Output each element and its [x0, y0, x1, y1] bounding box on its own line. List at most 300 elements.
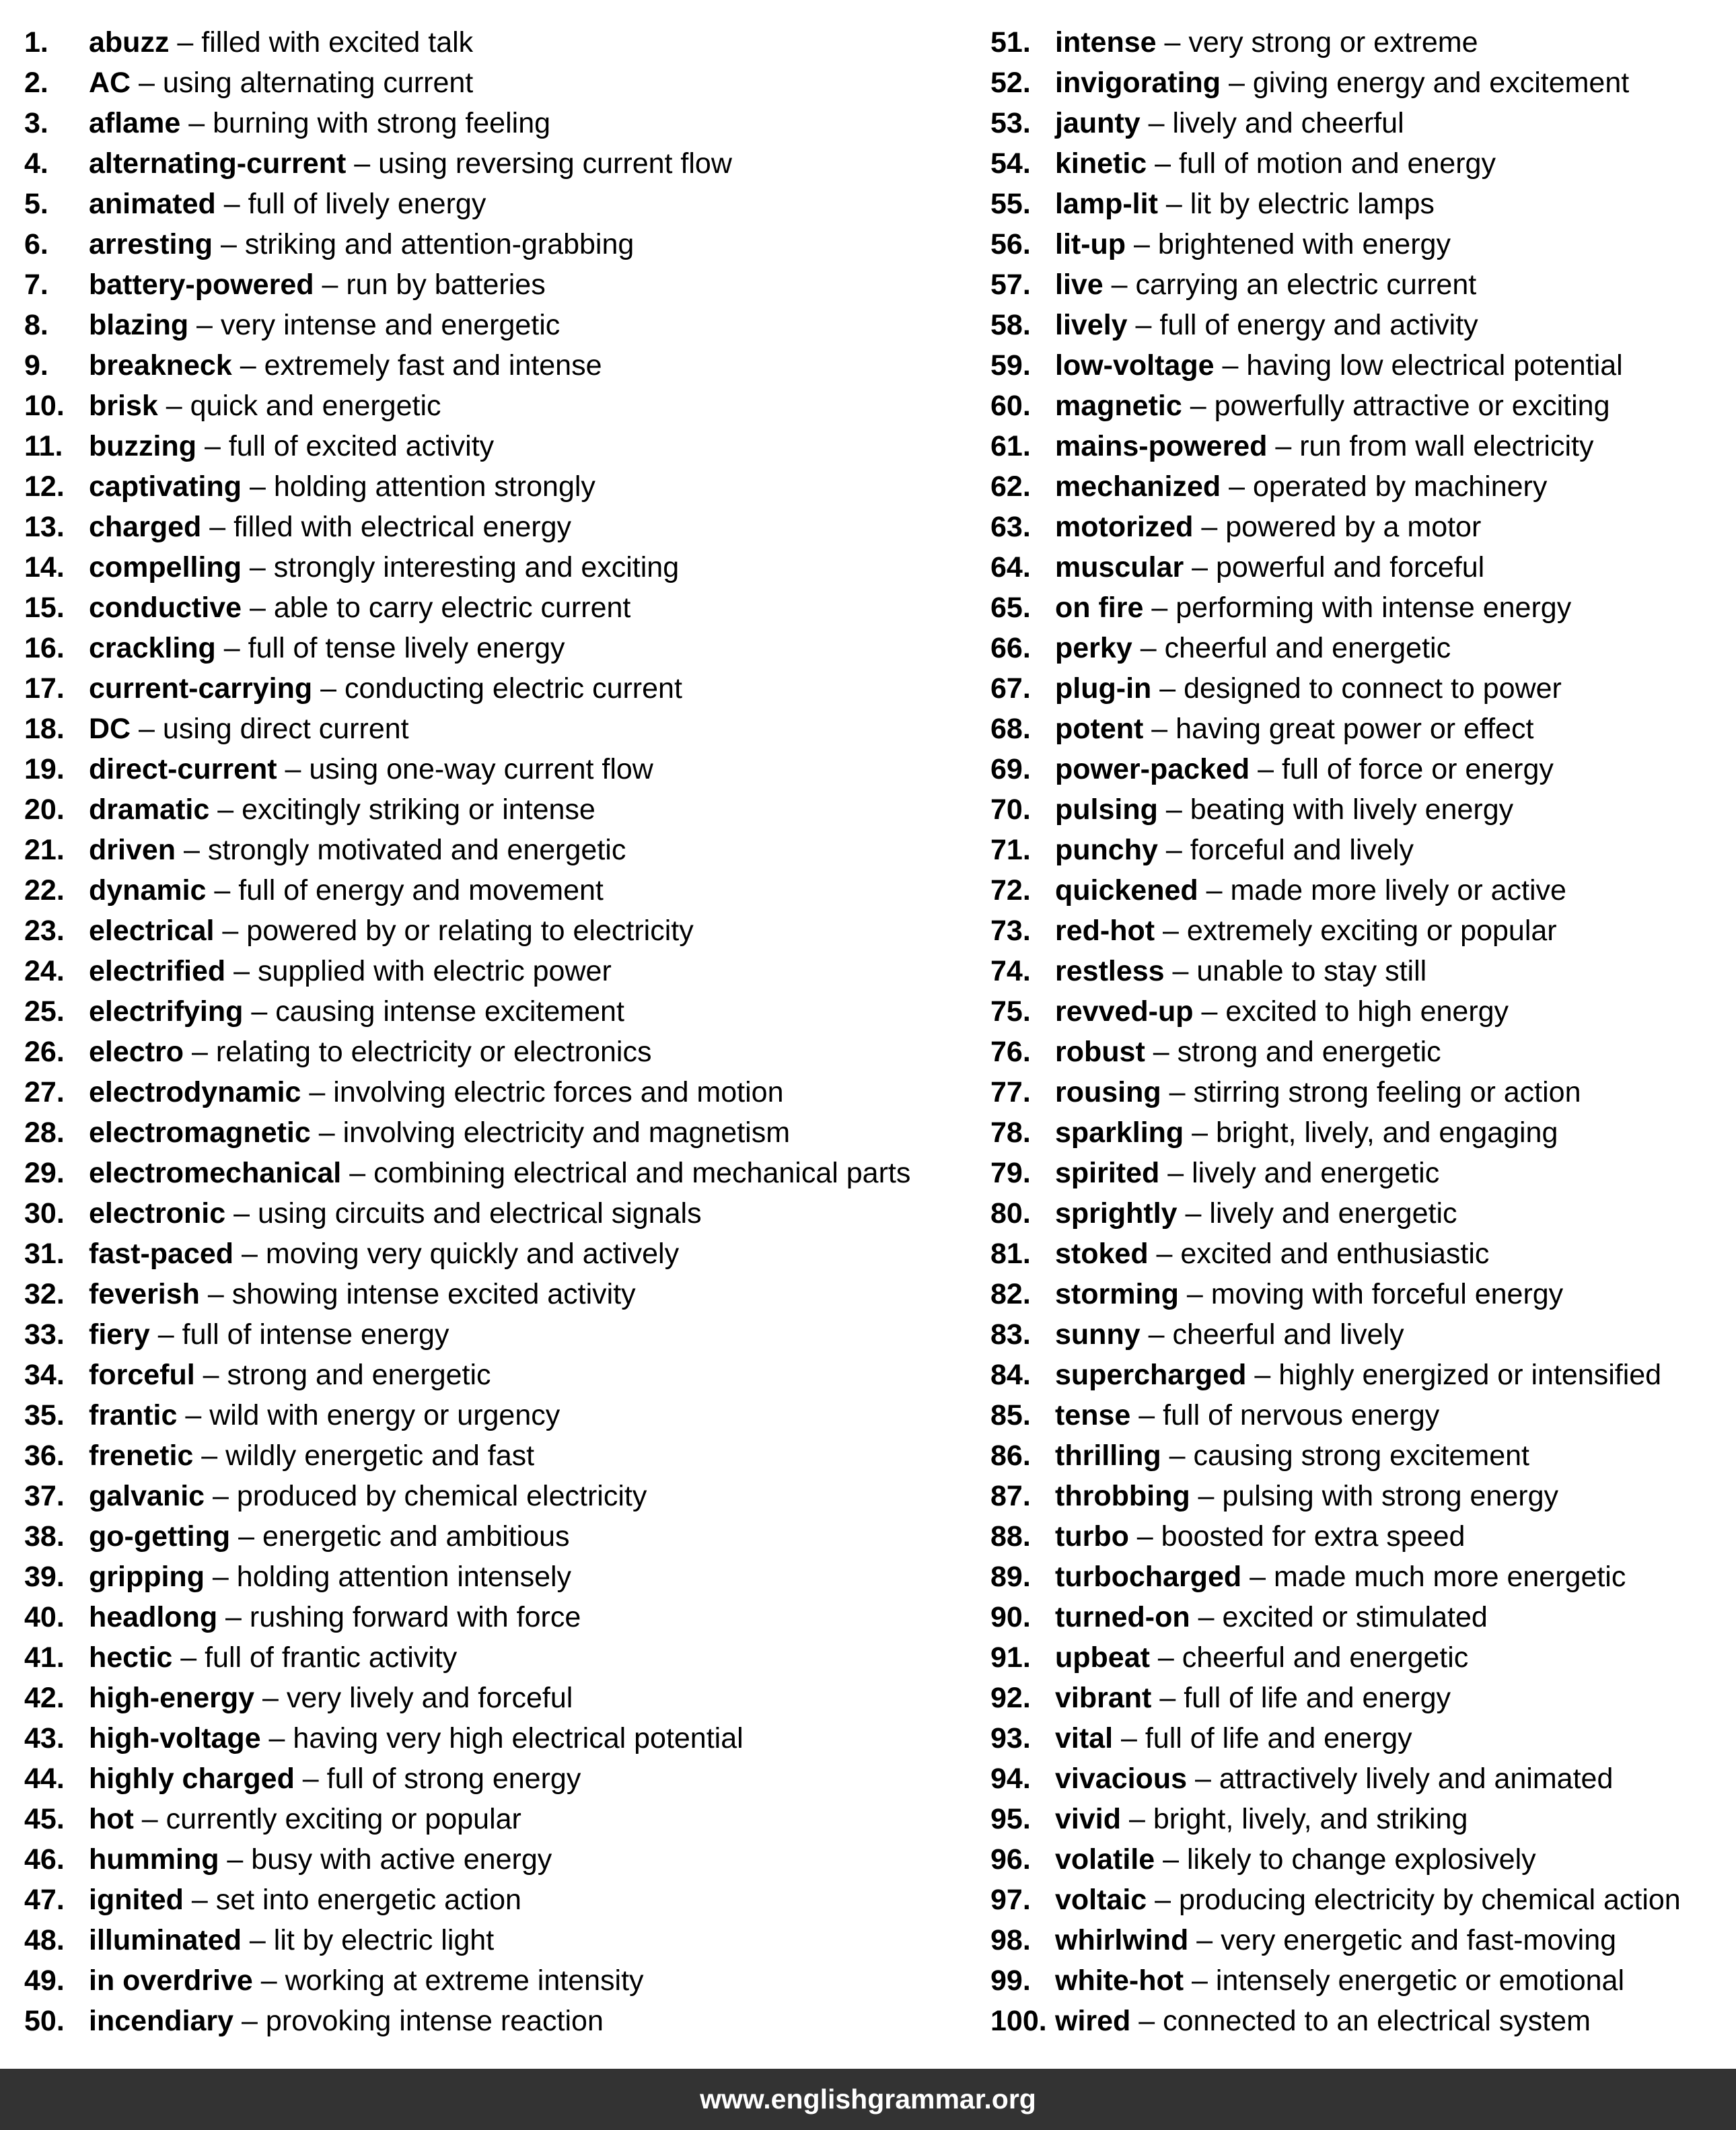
item-definition: powered by a motor: [1225, 511, 1482, 543]
item-separator: –: [1128, 1520, 1161, 1553]
item-word: electrified: [89, 955, 226, 987]
item-word: thrilling: [1055, 1440, 1161, 1472]
item-definition: likely to change explosively: [1186, 1843, 1536, 1876]
item-word: high-voltage: [89, 1722, 261, 1754]
list-item: [990, 626, 1731, 666]
item-text: [1055, 1433, 1529, 1474]
item-separator: –: [1193, 511, 1226, 543]
list-item: [24, 1635, 966, 1676]
item-separator: –: [242, 592, 274, 624]
item-number: 72.: [990, 874, 1031, 907]
item-definition: made much more energetic: [1273, 1561, 1626, 1593]
list-item: [24, 707, 966, 747]
list-item: [990, 61, 1731, 101]
item-number: 44.: [24, 1763, 65, 1795]
item-definition: bright, lively, and engaging: [1215, 1116, 1558, 1149]
item-separator: –: [1159, 1157, 1192, 1189]
list-item: [990, 1514, 1731, 1555]
item-text: [1055, 1635, 1468, 1676]
list-item: [990, 1635, 1731, 1676]
item-separator: –: [131, 67, 163, 99]
item-separator: –: [233, 2005, 266, 2037]
item-definition: unable to stay still: [1196, 955, 1427, 987]
item-text: [1055, 222, 1451, 262]
item-text: [1055, 61, 1629, 101]
list-item: [990, 1918, 1731, 1958]
list-item: [990, 141, 1731, 182]
item-word: fast-paced: [89, 1238, 234, 1270]
item-definition: produced by chemical electricity: [236, 1480, 647, 1512]
item-text: [1055, 1676, 1451, 1716]
item-word: in overdrive: [89, 1964, 253, 1997]
item-number: 3.: [24, 107, 48, 139]
item-number: 45.: [24, 1803, 65, 1835]
item-text: [89, 1958, 644, 1999]
list-item: [24, 787, 966, 828]
item-text: [1055, 989, 1509, 1030]
list-item: [990, 1110, 1731, 1151]
item-definition: using one-way current flow: [309, 753, 653, 785]
item-separator: –: [1155, 915, 1187, 947]
item-definition: run by batteries: [346, 269, 546, 301]
item-word: buzzing: [89, 430, 197, 462]
item-word: punchy: [1055, 834, 1158, 866]
item-text: [1055, 20, 1478, 61]
item-definition: beating with lively energy: [1190, 793, 1514, 826]
item-definition: producing electricity by chemical action: [1179, 1884, 1681, 1916]
item-number: 87.: [990, 1480, 1031, 1512]
item-text: [1055, 464, 1547, 505]
item-definition: full of life and energy: [1184, 1682, 1451, 1714]
list-item: [990, 1433, 1731, 1474]
item-definition: very strong or extreme: [1188, 26, 1478, 59]
list-item: [990, 101, 1731, 141]
item-separator: –: [213, 228, 245, 260]
list-item: [990, 949, 1731, 989]
item-separator: –: [215, 632, 248, 664]
item-word: arresting: [89, 228, 213, 260]
item-number: 39.: [24, 1561, 65, 1593]
item-separator: –: [346, 147, 379, 180]
item-text: [1055, 1070, 1581, 1110]
item-definition: full of lively energy: [248, 188, 486, 220]
list-item: [990, 1232, 1731, 1272]
item-number: 49.: [24, 1964, 65, 1997]
item-separator: –: [1147, 147, 1180, 180]
item-definition: using reversing current flow: [378, 147, 732, 180]
item-separator: –: [1221, 470, 1253, 503]
item-text: [89, 1353, 491, 1393]
item-number: 28.: [24, 1116, 65, 1149]
item-number: 1.: [24, 26, 48, 59]
item-separator: –: [231, 349, 264, 382]
list-item: [990, 1030, 1731, 1070]
item-definition: excited to high energy: [1225, 995, 1509, 1028]
list-item: [24, 747, 966, 787]
list-item: [24, 505, 966, 545]
list-item: [24, 1918, 966, 1958]
item-number: 56.: [990, 228, 1031, 260]
item-separator: –: [1198, 874, 1231, 907]
item-word: rousing: [1055, 1076, 1161, 1108]
item-number: 30.: [24, 1197, 65, 1230]
item-number: 41.: [24, 1641, 65, 1674]
item-definition: cheerful and energetic: [1182, 1641, 1469, 1674]
item-word: muscular: [1055, 551, 1184, 583]
item-number: 88.: [990, 1520, 1031, 1553]
list-item: [24, 828, 966, 868]
item-word: kinetic: [1055, 147, 1147, 180]
item-definition: lit by electric light: [273, 1924, 495, 1956]
item-text: [1055, 1272, 1563, 1312]
item-separator: –: [1161, 1440, 1194, 1472]
item-word: mechanized: [1055, 470, 1221, 503]
item-number: 15.: [24, 592, 65, 624]
list-item: [24, 303, 966, 343]
list-item: [24, 1676, 966, 1716]
item-definition: moving with forceful energy: [1210, 1278, 1564, 1310]
item-definition: full of energy and activity: [1159, 309, 1478, 341]
item-number: 84.: [990, 1359, 1031, 1391]
list-item: [24, 1878, 966, 1918]
item-separator: –: [242, 470, 274, 503]
list-item: [24, 626, 966, 666]
item-number: 52.: [990, 67, 1031, 99]
item-text: [89, 1030, 651, 1070]
item-word: lit-up: [1055, 228, 1126, 260]
item-word: sparkling: [1055, 1116, 1184, 1149]
item-number: 19.: [24, 753, 65, 785]
item-word: sprightly: [1055, 1197, 1178, 1230]
item-separator: –: [201, 511, 234, 543]
item-text: [89, 1393, 560, 1433]
item-word: AC: [89, 67, 131, 99]
item-definition: full of force or energy: [1281, 753, 1554, 785]
item-definition: causing intense excitement: [275, 995, 624, 1028]
item-definition: filled with electrical energy: [233, 511, 571, 543]
item-word: restless: [1055, 955, 1165, 987]
word-list-column-left: [24, 20, 966, 2039]
item-separator: –: [205, 1480, 237, 1512]
list-item: [990, 1393, 1731, 1433]
item-number: 38.: [24, 1520, 65, 1553]
item-separator: –: [1188, 1924, 1221, 1956]
list-item: [990, 1958, 1731, 1999]
item-separator: –: [1157, 793, 1190, 826]
item-definition: extremely fast and intense: [264, 349, 602, 382]
item-separator: –: [312, 672, 345, 705]
item-definition: full of life and energy: [1145, 1722, 1412, 1754]
item-number: 70.: [990, 793, 1031, 826]
item-separator: –: [1140, 107, 1173, 139]
item-word: supercharged: [1055, 1359, 1247, 1391]
item-word: dynamic: [89, 874, 207, 907]
item-separator: –: [260, 1722, 293, 1754]
item-separator: –: [241, 1924, 274, 1956]
item-number: 26.: [24, 1036, 65, 1068]
item-text: [89, 949, 612, 989]
list-item: [990, 1595, 1731, 1635]
item-word: storming: [1055, 1278, 1179, 1310]
item-text: [89, 1878, 521, 1918]
item-number: 5.: [24, 188, 48, 220]
item-text: [89, 505, 571, 545]
item-definition: wildly energetic and fast: [225, 1440, 535, 1472]
item-word: electromagnetic: [89, 1116, 311, 1149]
item-text: [89, 141, 732, 182]
item-text: [89, 707, 409, 747]
item-separator: –: [184, 1036, 216, 1068]
item-number: 60.: [990, 390, 1031, 422]
item-number: 62.: [990, 470, 1031, 503]
item-word: highly charged: [89, 1763, 295, 1795]
item-text: [89, 61, 473, 101]
item-number: 53.: [990, 107, 1031, 139]
item-number: 68.: [990, 713, 1031, 745]
item-word: feverish: [89, 1278, 200, 1310]
item-word: upbeat: [1055, 1641, 1150, 1674]
item-definition: cheerful and lively: [1172, 1318, 1404, 1351]
item-text: [1055, 1555, 1626, 1595]
item-definition: holding attention intensely: [236, 1561, 572, 1593]
item-word: current-carrying: [89, 672, 313, 705]
list-item: [24, 1312, 966, 1353]
item-text: [89, 666, 682, 707]
item-separator: –: [230, 1520, 262, 1553]
item-definition: full of energy and movement: [238, 874, 604, 907]
item-number: 24.: [24, 955, 65, 987]
item-word: crackling: [89, 632, 216, 664]
item-text: [1055, 262, 1476, 303]
list-item: [24, 1353, 966, 1393]
item-separator: –: [1190, 1601, 1223, 1633]
list-item: [990, 1555, 1731, 1595]
item-text: [1055, 1918, 1616, 1958]
item-word: potent: [1055, 713, 1144, 745]
item-separator: –: [1157, 834, 1190, 866]
item-separator: –: [215, 188, 248, 220]
item-text: [1055, 545, 1484, 585]
list-item: [990, 1999, 1731, 2039]
item-word: motorized: [1055, 511, 1194, 543]
item-number: 20.: [24, 793, 65, 826]
item-separator: –: [241, 551, 274, 583]
item-separator: –: [1161, 1076, 1194, 1108]
item-separator: –: [225, 1197, 258, 1230]
item-text: [89, 1433, 534, 1474]
item-word: turbo: [1055, 1520, 1129, 1553]
item-text: [1055, 1393, 1439, 1433]
item-separator: –: [1130, 2005, 1163, 2037]
item-text: [89, 222, 634, 262]
item-number: 8.: [24, 309, 48, 341]
item-separator: –: [177, 1399, 210, 1431]
item-separator: –: [204, 1561, 237, 1593]
item-definition: using alternating current: [162, 67, 474, 99]
list-item: [990, 868, 1731, 909]
item-definition: strongly interesting and exciting: [273, 551, 680, 583]
item-word: turbocharged: [1055, 1561, 1242, 1593]
item-word: headlong: [89, 1601, 218, 1633]
item-number: 37.: [24, 1480, 65, 1512]
item-text: [89, 909, 694, 949]
item-text: [89, 20, 473, 61]
item-separator: –: [1127, 309, 1160, 341]
item-separator: –: [1267, 430, 1300, 462]
item-text: [1055, 868, 1566, 909]
item-word: pulsing: [1055, 793, 1158, 826]
item-text: [1055, 1837, 1536, 1878]
list-item: [24, 464, 966, 505]
item-separator: –: [1147, 1884, 1180, 1916]
item-number: 75.: [990, 995, 1031, 1028]
item-separator: –: [1184, 1116, 1216, 1149]
item-word: ignited: [89, 1884, 184, 1916]
list-item: [24, 1191, 966, 1232]
item-separator: –: [176, 834, 208, 866]
item-definition: attractively lively and animated: [1219, 1763, 1614, 1795]
list-item: [24, 949, 966, 989]
item-separator: –: [314, 269, 347, 301]
item-word: vital: [1055, 1722, 1114, 1754]
item-number: 13.: [24, 511, 65, 543]
item-word: high-energy: [89, 1682, 255, 1714]
item-number: 36.: [24, 1440, 65, 1472]
item-word: frenetic: [89, 1440, 194, 1472]
item-text: [89, 384, 441, 424]
list-item: [990, 303, 1731, 343]
list-item: [24, 1030, 966, 1070]
item-separator: –: [1121, 1803, 1153, 1835]
item-text: [89, 1716, 744, 1756]
item-text: [89, 1555, 571, 1595]
footer-url[interactable]: www.englishgrammar.org: [700, 2084, 1036, 2115]
list-item: [990, 384, 1731, 424]
item-definition: wild with energy or urgency: [209, 1399, 560, 1431]
item-separator: –: [277, 753, 310, 785]
item-text: [89, 101, 550, 141]
list-item: [24, 1474, 966, 1514]
list-item: [24, 1110, 966, 1151]
item-separator: –: [1193, 995, 1226, 1028]
item-definition: set into energetic action: [215, 1884, 521, 1916]
item-word: abuzz: [89, 26, 170, 59]
item-definition: run from wall electricity: [1299, 430, 1594, 462]
item-number: 43.: [24, 1722, 65, 1754]
item-text: [89, 868, 604, 909]
item-word: conductive: [89, 592, 242, 624]
item-text: [89, 1756, 581, 1797]
item-word: sunny: [1055, 1318, 1141, 1351]
list-item: [990, 1837, 1731, 1878]
list-item: [990, 1676, 1731, 1716]
item-number: 51.: [990, 26, 1031, 59]
list-item: [24, 585, 966, 626]
list-item: [990, 1756, 1731, 1797]
item-text: [1055, 1312, 1404, 1353]
item-definition: energetic and ambitious: [262, 1520, 570, 1553]
item-number: 63.: [990, 511, 1031, 543]
item-separator: –: [183, 1884, 216, 1916]
list-item: [24, 1716, 966, 1756]
item-word: animated: [89, 188, 216, 220]
list-item: [990, 787, 1731, 828]
list-item: [990, 1716, 1731, 1756]
item-definition: involving electricity and magnetism: [342, 1116, 791, 1149]
item-definition: holding attention strongly: [273, 470, 595, 503]
item-definition: using circuits and electrical signals: [257, 1197, 702, 1230]
item-definition: lit by electric lamps: [1190, 188, 1435, 220]
item-number: 33.: [24, 1318, 65, 1351]
item-separator: –: [233, 1238, 266, 1270]
item-separator: –: [1178, 1278, 1211, 1310]
item-separator: –: [196, 430, 229, 462]
item-definition: combining electrical and mechanical parts: [373, 1157, 911, 1189]
item-definition: operated by machinery: [1252, 470, 1548, 503]
item-word: incendiary: [89, 2005, 234, 2037]
item-definition: powerfully attractive or exciting: [1214, 390, 1610, 422]
item-definition: full of excited activity: [228, 430, 495, 462]
item-definition: full of frantic activity: [205, 1641, 458, 1674]
item-text: [1055, 666, 1562, 707]
list-item: [24, 61, 966, 101]
item-definition: full of intense energy: [182, 1318, 449, 1351]
item-definition: giving energy and excitement: [1252, 67, 1630, 99]
item-word: dramatic: [89, 793, 210, 826]
item-separator: –: [1151, 672, 1184, 705]
item-definition: forceful and lively: [1190, 834, 1414, 866]
list-item: [24, 1070, 966, 1110]
item-word: revved-up: [1055, 995, 1194, 1028]
item-text: [89, 787, 595, 828]
item-word: live: [1055, 269, 1104, 301]
item-definition: showing intense excited activity: [231, 1278, 636, 1310]
item-number: 66.: [990, 632, 1031, 664]
item-separator: –: [199, 1278, 232, 1310]
item-word: throbbing: [1055, 1480, 1190, 1512]
item-number: 80.: [990, 1197, 1031, 1230]
item-word: turned-on: [1055, 1601, 1190, 1633]
item-word: electro: [89, 1036, 184, 1068]
item-number: 98.: [990, 1924, 1031, 1956]
item-number: 12.: [24, 470, 65, 503]
item-word: whirlwind: [1055, 1924, 1189, 1956]
item-text: [89, 182, 486, 222]
item-word: white-hot: [1055, 1964, 1184, 1997]
item-text: [1055, 1716, 1412, 1756]
item-word: robust: [1055, 1036, 1145, 1068]
item-separator: –: [243, 995, 276, 1028]
item-separator: –: [1103, 269, 1136, 301]
item-separator: –: [1143, 592, 1176, 624]
item-definition: using direct current: [162, 713, 409, 745]
footer-bar: [0, 2069, 1736, 2130]
item-number: 86.: [990, 1440, 1031, 1472]
list-item: [990, 585, 1731, 626]
item-word: forceful: [89, 1359, 195, 1391]
list-item: [24, 182, 966, 222]
item-text: [89, 1070, 784, 1110]
item-separator: –: [1250, 753, 1282, 785]
item-definition: involving electric forces and motion: [333, 1076, 784, 1108]
item-separator: –: [194, 1359, 227, 1391]
item-number: 10.: [24, 390, 65, 422]
item-text: [89, 585, 630, 626]
item-word: battery-powered: [89, 269, 314, 301]
list-item: [24, 141, 966, 182]
item-definition: strong and energetic: [1177, 1036, 1441, 1068]
item-definition: performing with intense energy: [1176, 592, 1572, 624]
